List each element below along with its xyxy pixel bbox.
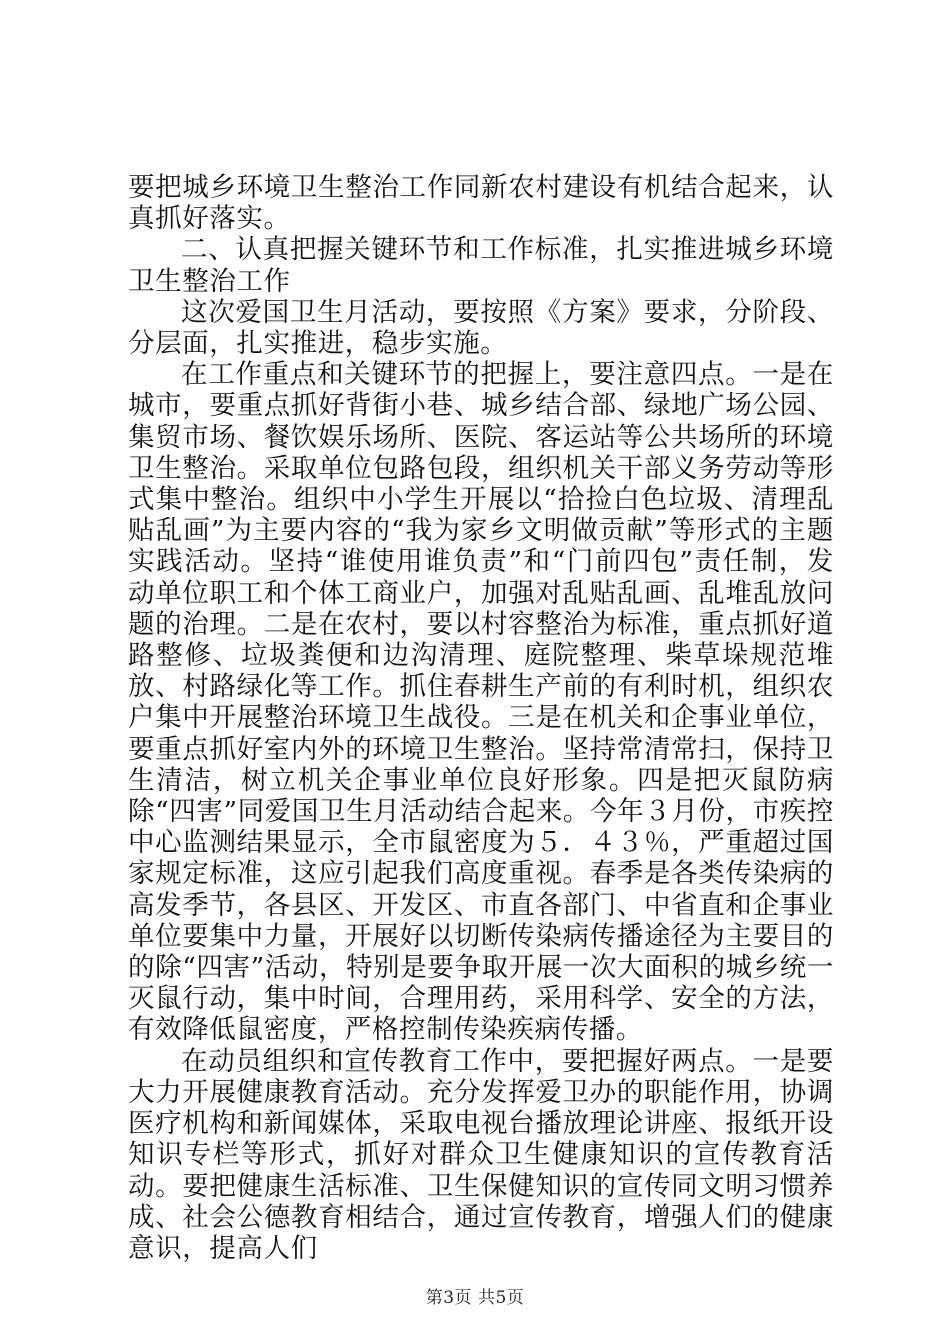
paragraph-continuation: 要把城乡环境卫生整治工作同新农村建设有机结合起来，认真抓好落实。 bbox=[128, 172, 834, 235]
document-body bbox=[128, 172, 834, 1264]
paragraph: 这次爱国卫生月活动，要按照《方案》要求，分阶段、分层面，扎实推进，稳步实施。 bbox=[128, 296, 834, 360]
paragraph: 在工作重点和关键环节的把握上，要注意四点。一是在城市，要重点抓好背街小巷、城乡结合部、绿地广场公园、集贸市场、餐饮娱乐场所、医院、客运站等公共场所的环境卫生整治。采取单位包路包段，组织机关干部义务劳动等形式集中整治。组织中小学生开展以“拾捡白色垃圾、清理乱贴乱画”为主要内容的“我为家乡文明做贡献”等形式的主题实践活动。坚持“谁使用谁负责”和“门前四包”责任制，发动单位职工和个体工商业户，加强对乱贴乱画、乱堆乱放问题的治理。二是在农村，要以村容整治为标准，重点抓好道路整修、垃圾粪便和边沟清理、庭院整理、柴草垛规范堆放、村路绿化等工作。抓住春耕生产前的有利时机，组织农户集中开展整治环境卫生战役。三是在机关和企事业单位，要重点抓好室内外的环境卫生整治。坚持常清常扫，保持卫生清洁，树立机关企事业单位良好形象。四是把灭鼠防病除“四害”同爱国卫生月活动结合起来。今年３月份，市疾控中心监测结果显示，全市鼠密度为５．４３％，严重超过国家规定标准，这应引起我们高度重视。春季是各类传染病的高发季节，各县区、开发区、市直各部门、中省直和企事业单位要集中力量，开展好以切断传染病传播途径为主要目的的除“四害”活动，特别是要争取开展一次大面积的城乡统一灭鼠行动，集中时间，合理用药，采用科学、安全的方法，有效降低鼠密度，严格控制传染疾病传播。 bbox=[128, 359, 834, 1046]
paragraph: 在动员组织和宣传教育工作中，要把握好两点。一是要大力开展健康教育活动。充分发挥爱卫办的职能作用，协调医疗机构和新闻媒体，采取电视台播放理论讲座、报纸开设知识专栏等形式，抓好对群众卫生健康知识的宣传教育活动。要把健康生活标准、卫生保健知识的宣传同文明习惯养成、社会公德教育相结合，通过宣传教育，增强人们的健康意识，提高人们 bbox=[128, 1045, 834, 1264]
section-heading: 二、认真把握关键环节和工作标准，扎实推进城乡环境卫生整治工作 bbox=[128, 234, 834, 297]
page-number-footer: 第3页 共5页 bbox=[425, 1288, 525, 1308]
